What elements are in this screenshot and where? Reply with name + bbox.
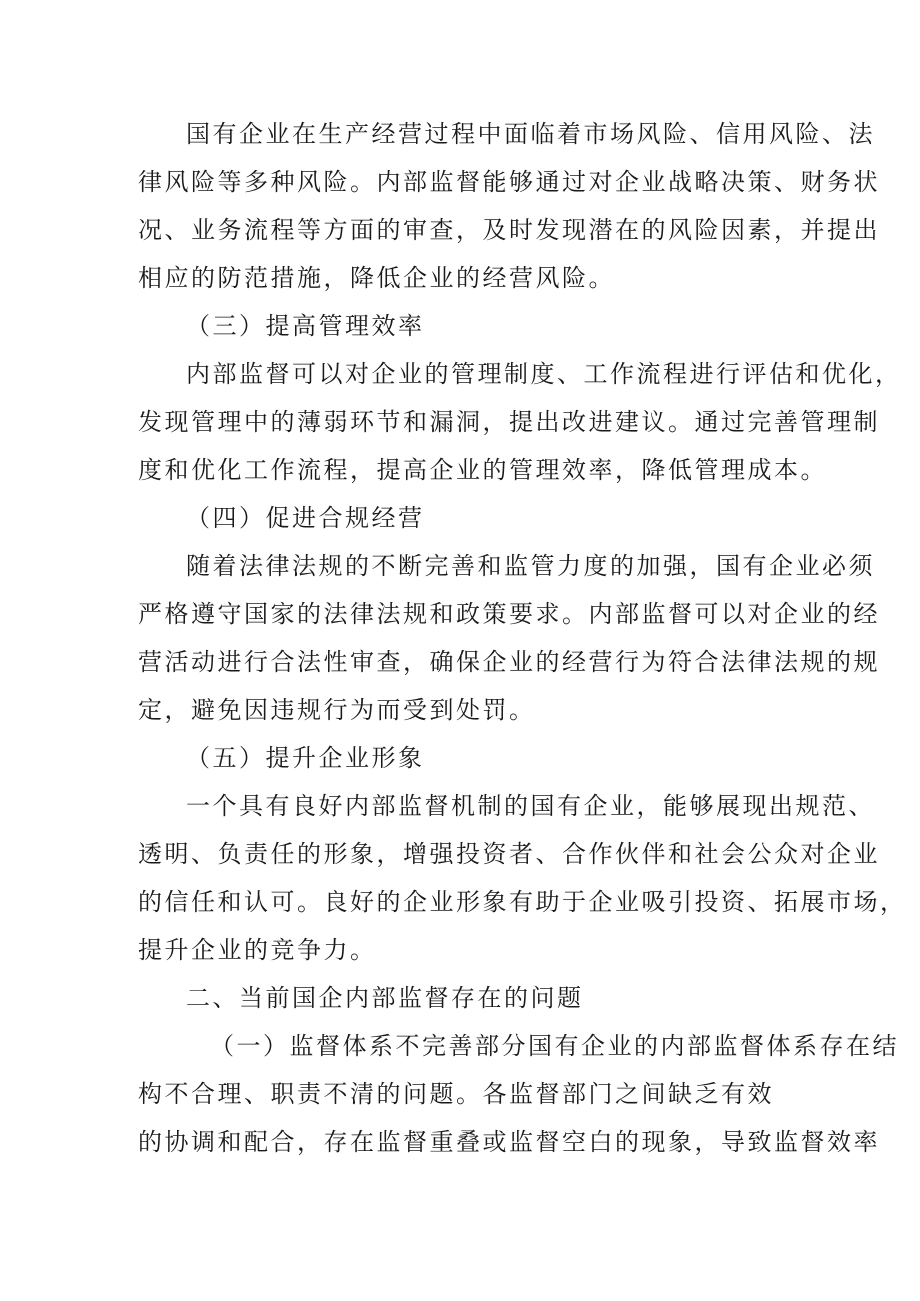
paragraph-line: 度和优化工作流程，提高企业的管理效率，降低管理成本。 — [138, 456, 827, 484]
paragraph-line: 构不合理、职责不清的问题。各监督部门之间缺乏有效 — [138, 1080, 774, 1108]
paragraph-line: 严格遵守国家的法律法规和政策要求。内部监督可以对企业的经 — [138, 600, 880, 628]
paragraph-line: 随着法律法规的不断完善和监管力度的加强，国有企业必须 — [186, 552, 875, 580]
paragraph-line: 相应的防范措施，降低企业的经营风险。 — [138, 264, 615, 292]
paragraph-line: （一）监督体系不完善部分国有企业的内部监督体系存在结 — [210, 1032, 899, 1060]
paragraph-line: 透明、负责任的形象，增强投资者、合作伙伴和社会公众对企业 — [138, 840, 880, 868]
paragraph-line: 律风险等多种风险。内部监督能够通过对企业战略决策、财务状 — [138, 168, 880, 196]
paragraph-line: 内部监督可以对企业的管理制度、工作流程进行评估和优化， — [186, 360, 902, 388]
paragraph-line: 发现管理中的薄弱环节和漏洞，提出改进建议。通过完善管理制 — [138, 408, 880, 436]
paragraph-line: 国有企业在生产经营过程中面临着市场风险、信用风险、法 — [186, 120, 875, 148]
paragraph-line: 一个具有良好内部监督机制的国有企业，能够展现出规范、 — [186, 792, 875, 820]
section-heading: （三）提高管理效率 — [186, 312, 425, 340]
chapter-heading: 二、当前国企内部监督存在的问题 — [186, 984, 584, 1012]
section-heading: （五）提升企业形象 — [186, 744, 425, 772]
section-heading: （四）促进合规经营 — [186, 504, 425, 532]
paragraph-line: 的信任和认可。良好的企业形象有助于企业吸引投资、拓展市场， — [138, 888, 907, 916]
paragraph-line: 的协调和配合，存在监督重叠或监督空白的现象，导致监督效率 — [138, 1128, 880, 1156]
paragraph-line: 定，避免因违规行为而受到处罚。 — [138, 696, 536, 724]
paragraph-line: 提升企业的竞争力。 — [138, 936, 377, 964]
paragraph-line: 况、业务流程等方面的审查，及时发现潜在的风险因素，并提出 — [138, 216, 880, 244]
paragraph-line: 营活动进行合法性审查，确保企业的经营行为符合法律法规的规 — [138, 648, 880, 676]
